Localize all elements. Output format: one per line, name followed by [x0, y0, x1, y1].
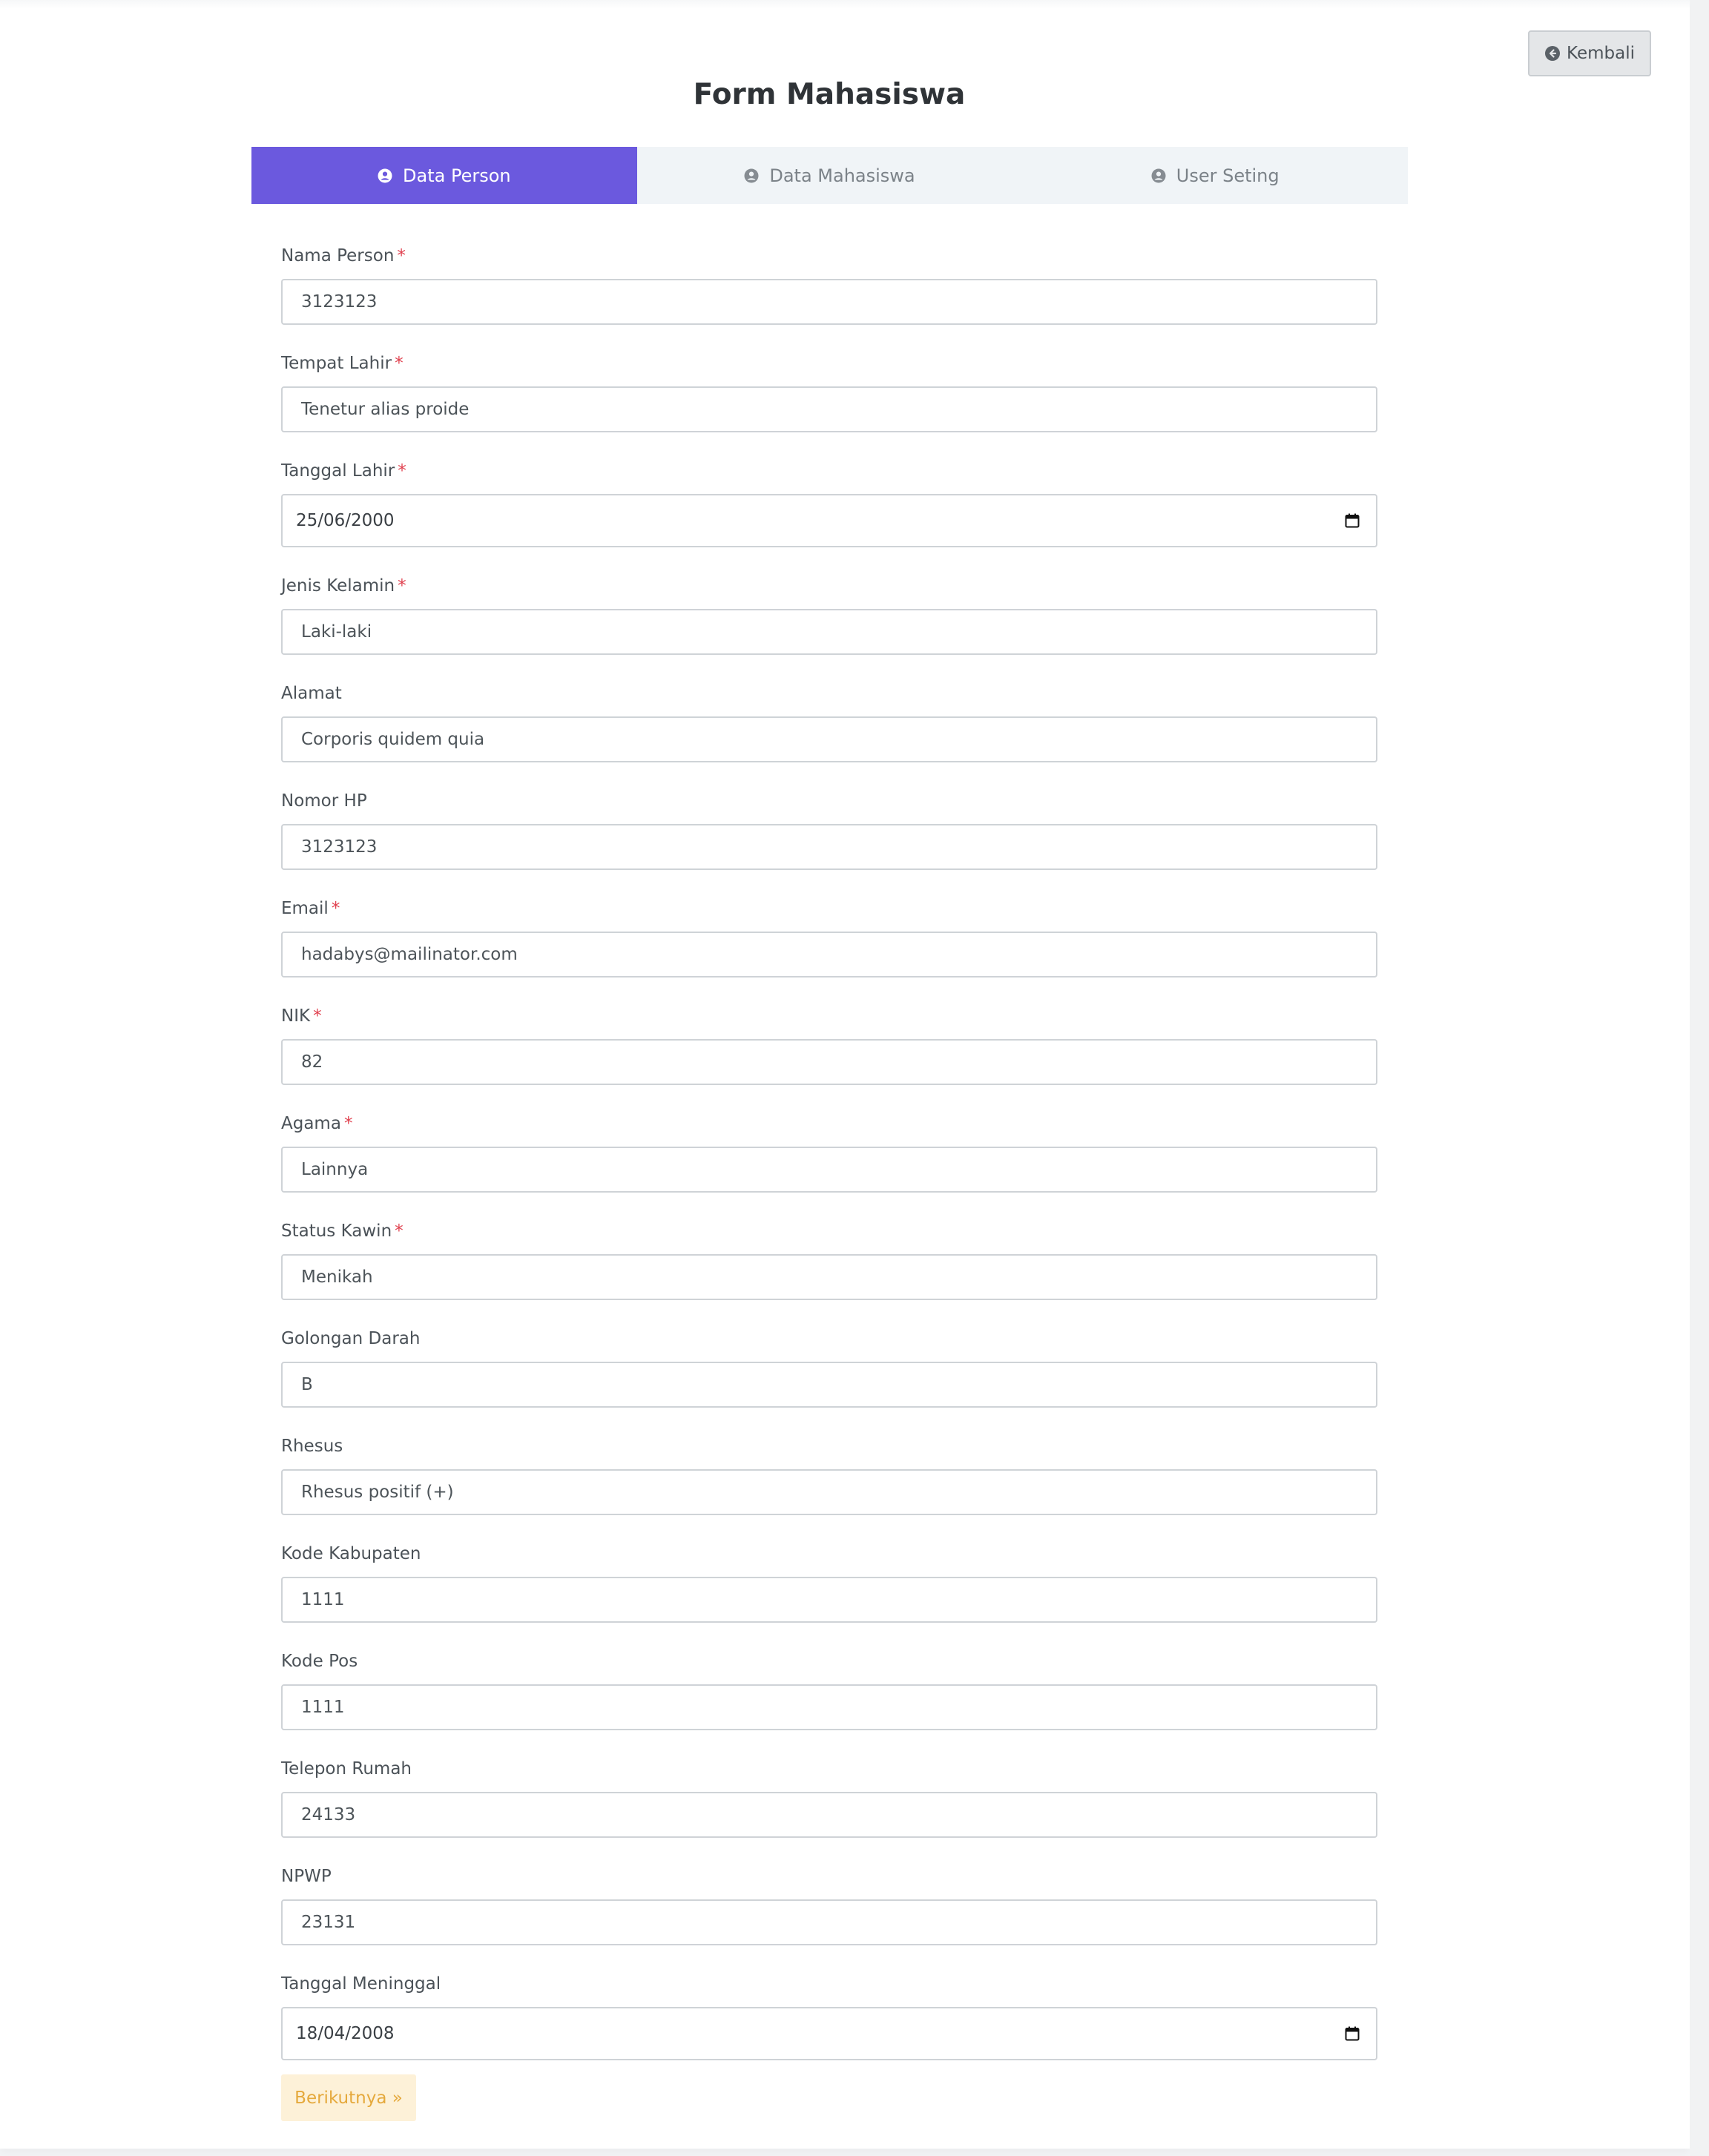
field-telepon-rumah	[281, 1756, 1377, 1864]
field-nik	[281, 1003, 1377, 1111]
required-marker: *	[398, 461, 406, 481]
field-label: Status Kawin *	[281, 1222, 404, 1241]
field-label: Tanggal Lahir *	[281, 461, 406, 481]
golongan-darah-select[interactable]: B	[281, 1362, 1377, 1408]
tanggal-meninggal-input[interactable]: 18/04/2008	[281, 2007, 1377, 2060]
field-status-kawin	[281, 1219, 1377, 1326]
required-marker: *	[313, 1006, 322, 1026]
field-agama	[281, 1111, 1377, 1219]
field-label: Nomor HP	[281, 791, 367, 811]
field-label: Jenis Kelamin *	[281, 576, 406, 596]
field-label: Kode Kabupaten	[281, 1544, 421, 1563]
npwp-input[interactable]: 23131	[281, 1899, 1377, 1945]
field-tanggal-meninggal	[281, 1971, 1377, 2086]
required-marker: *	[397, 246, 406, 266]
required-marker: *	[395, 354, 404, 373]
arrow-circle-left-icon	[1544, 45, 1561, 62]
field-tanggal-lahir	[281, 458, 1377, 573]
status-kawin-select[interactable]: Menikah	[281, 1254, 1377, 1300]
jenis-kelamin-select[interactable]: Laki-laki	[281, 609, 1377, 655]
scrollbar-track[interactable]	[1690, 0, 1709, 2156]
field-label: NPWP	[281, 1867, 332, 1886]
field-kode-kabupaten	[281, 1541, 1377, 1649]
field-label: Agama *	[281, 1114, 353, 1133]
field-label: Nama Person *	[281, 246, 406, 266]
field-label: Kode Pos	[281, 1652, 358, 1671]
agama-select[interactable]: Lainnya	[281, 1147, 1377, 1193]
next-button[interactable]: Berikutnya »	[281, 2074, 416, 2121]
tempat-lahir-input[interactable]: Tenetur alias proide	[281, 386, 1377, 432]
tab-user-seting-label: User Seting	[1176, 165, 1280, 186]
rhesus-select[interactable]: Rhesus positif (+)	[281, 1469, 1377, 1515]
field-label: NIK *	[281, 1006, 322, 1026]
tab-user-seting[interactable]	[1022, 147, 1408, 204]
tab-bar	[251, 147, 1408, 204]
field-label: Alamat	[281, 684, 342, 703]
nama-person-input[interactable]: 3123123	[281, 279, 1377, 325]
field-label: Telepon Rumah	[281, 1759, 412, 1778]
field-tempat-lahir	[281, 351, 1377, 458]
field-label: Rhesus	[281, 1437, 343, 1456]
required-marker: *	[331, 899, 340, 918]
email-input[interactable]: hadabys@mailinator.com	[281, 932, 1377, 978]
field-nama-person	[281, 243, 1377, 351]
kode-kabupaten-input[interactable]: 1111	[281, 1577, 1377, 1623]
field-kode-pos	[281, 1649, 1377, 1756]
field-rhesus	[281, 1434, 1377, 1541]
back-button-label: Kembali	[1567, 44, 1635, 63]
kode-pos-input[interactable]: 1111	[281, 1684, 1377, 1730]
field-label: Tanggal Meninggal	[281, 1974, 441, 1994]
tab-data-person-label: Data Person	[403, 165, 511, 186]
field-jenis-kelamin	[281, 573, 1377, 681]
alamat-input[interactable]: Corporis quidem quia	[281, 716, 1377, 762]
calendar-icon[interactable]	[1345, 2026, 1360, 2041]
field-label: Tempat Lahir *	[281, 354, 404, 373]
user-circle-icon	[378, 168, 392, 183]
telepon-rumah-input[interactable]: 24133	[281, 1792, 1377, 1838]
field-label: Golongan Darah	[281, 1329, 421, 1348]
tab-data-person[interactable]	[251, 147, 637, 204]
user-circle-icon	[1151, 168, 1166, 183]
nomor-hp-input[interactable]: 3123123	[281, 824, 1377, 870]
required-marker: *	[395, 1222, 404, 1241]
nik-input[interactable]: 82	[281, 1039, 1377, 1085]
calendar-icon[interactable]	[1345, 513, 1360, 528]
field-npwp	[281, 1864, 1377, 1971]
top-shadow	[0, 0, 1690, 9]
field-email	[281, 896, 1377, 1003]
page-title: Form Mahasiswa	[693, 78, 966, 111]
tanggal-lahir-input[interactable]: 25/06/2000	[281, 494, 1377, 547]
required-marker: *	[343, 1114, 353, 1133]
back-button[interactable]	[1528, 30, 1651, 76]
tab-data-mahasiswa-label: Data Mahasiswa	[769, 165, 915, 186]
field-label: Email *	[281, 899, 340, 918]
user-circle-icon	[744, 168, 759, 183]
person-form	[281, 243, 1377, 2086]
field-alamat	[281, 681, 1377, 788]
tab-data-mahasiswa[interactable]	[637, 147, 1023, 204]
required-marker: *	[398, 576, 406, 596]
field-golongan-darah	[281, 1326, 1377, 1434]
field-nomor-hp	[281, 788, 1377, 896]
